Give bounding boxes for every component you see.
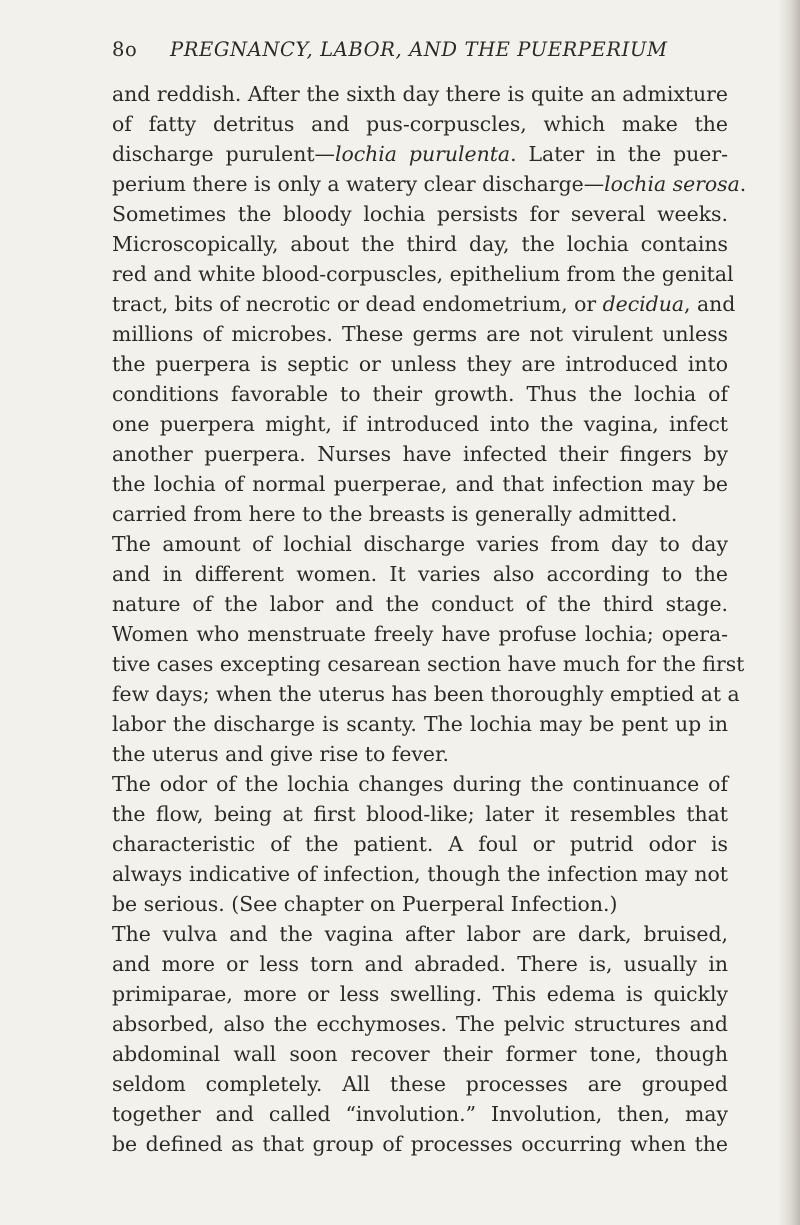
text-line: Sometimes the bloody lochia persists for several weeks. — [112, 202, 728, 226]
text-line: The odor of the lochia changes during the continuance of — [112, 772, 728, 796]
text-line: red and white blood-corpuscles, epithelium from the genital — [112, 262, 734, 286]
text-line: The vulva and the vagina after labor are dark, bruised, — [112, 922, 728, 946]
text-line: the uterus and give rise to fever. — [112, 742, 449, 766]
text-line: always indicative of infection, though the infection may not — [112, 862, 728, 886]
text-line: and in different women. It varies also according to the — [112, 562, 728, 586]
text-line: the flow, being at first blood-like; later it resembles that — [112, 802, 728, 826]
text-line: and more or less torn and abraded. There is, usually in — [112, 952, 728, 976]
text-line: discharge purulent—lochia purulenta. Later in the puer- — [112, 142, 728, 166]
italic-term: decidua — [602, 292, 685, 316]
text-line: perium there is only a watery clear discharge—lochia serosa. — [112, 172, 747, 196]
italic-term: lochia serosa — [604, 172, 740, 196]
text-line: labor the discharge is scanty. The lochia may be pent up in — [112, 712, 728, 736]
text-line: absorbed, also the ecchymoses. The pelvic structures and — [112, 1012, 728, 1036]
text-line: be defined as that group of processes occurring when the — [112, 1132, 728, 1156]
text-line: The amount of lochial discharge varies from day to day — [112, 532, 728, 556]
text-line: Women who menstruate freely have profuse lochia; opera- — [112, 622, 728, 646]
text-line: and reddish. After the sixth day there is quite an admixture — [112, 82, 728, 106]
italic-term: lochia purulenta — [334, 142, 511, 166]
text-line: millions of microbes. These germs are not virulent unless — [112, 322, 728, 346]
text-line: primiparae, more or less swelling. This edema is quickly — [112, 982, 728, 1006]
text-line: the puerpera is septic or unless they are introduced into — [112, 352, 728, 376]
text-line: tract, bits of necrotic or dead endometrium, or decidua, and — [112, 292, 736, 316]
text-line: few days; when the uterus has been thoroughly emptied at a — [112, 682, 740, 706]
text-line: characteristic of the patient. A foul or putrid odor is — [112, 832, 728, 856]
running-header — [112, 38, 732, 68]
text-line: seldom completely. All these processes are grouped — [112, 1072, 728, 1096]
text-line: of fatty detritus and pus-corpuscles, which make the — [112, 112, 728, 136]
text-line: together and called “involution.” Involution, then, may — [112, 1102, 728, 1126]
text-line: carried from here to the breasts is generally admitted. — [112, 502, 678, 526]
text-line: tive cases excepting cesarean section have much for the first — [112, 652, 745, 676]
running-title: PREGNANCY, LABOR, AND THE PUERPERIUM — [170, 38, 668, 61]
text-line: abdominal wall soon recover their former tone, though — [112, 1042, 728, 1066]
text-line: another puerpera. Nurses have infected their fingers by — [112, 442, 728, 466]
text-line: be serious. (See chapter on Puerperal Infection.) — [112, 892, 618, 916]
text-line: the lochia of normal puerperae, and that infection may be — [112, 472, 728, 496]
text-line: Microscopically, about the third day, the lochia contains — [112, 232, 728, 256]
page-edge-shadow — [778, 0, 800, 1225]
text-line: one puerpera might, if introduced into the vagina, infect — [112, 412, 728, 436]
page-number: 8o — [112, 38, 138, 61]
text-line: conditions favorable to their growth. Thus the lochia of — [112, 382, 728, 406]
text-line: nature of the labor and the conduct of the third stage. — [112, 592, 728, 616]
